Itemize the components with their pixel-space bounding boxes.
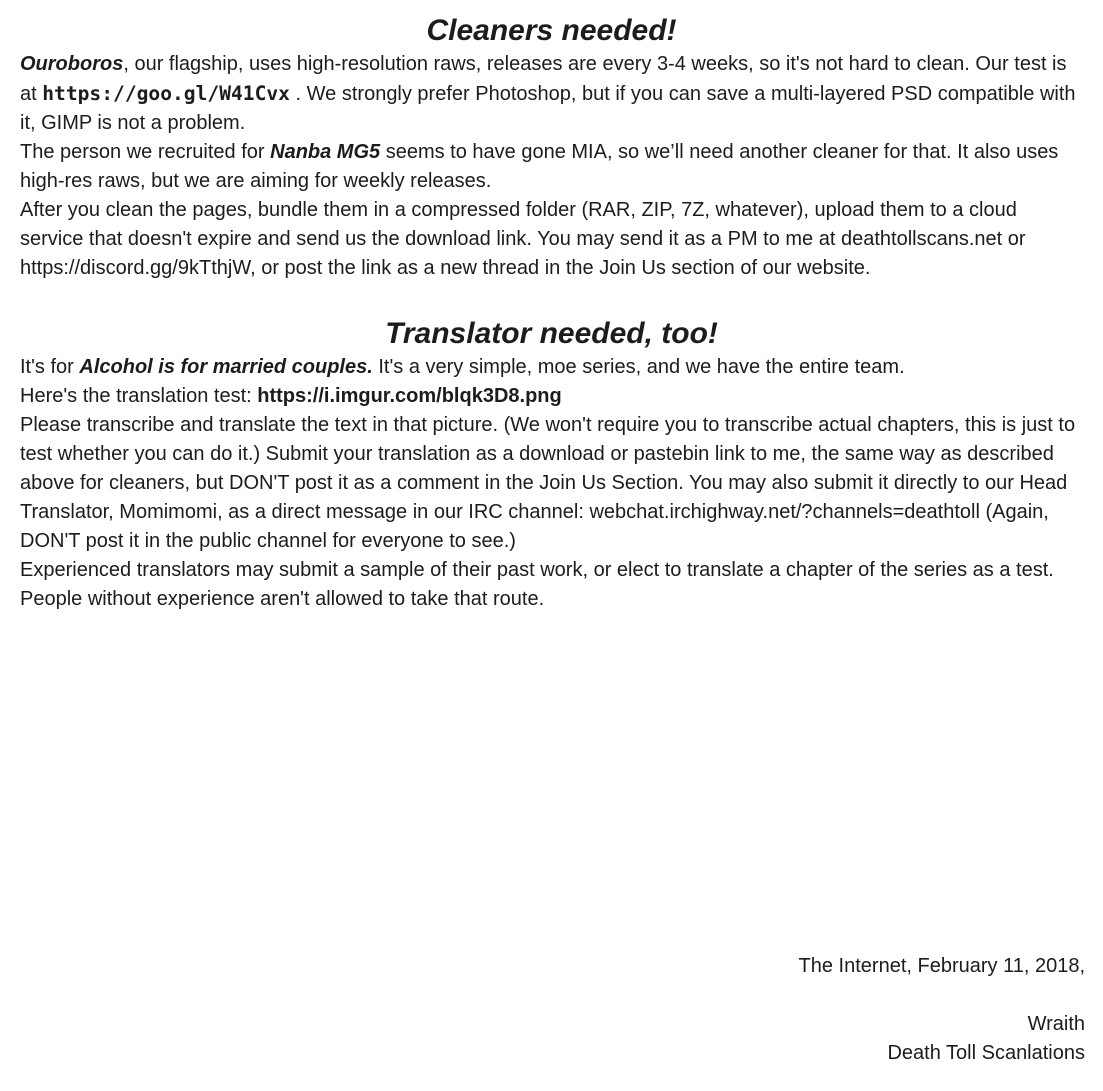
translation-test-url: https://i.imgur.com/blqk3D8.png <box>257 385 562 407</box>
para-translator-experienced: Experienced translators may submit a sample of their past work, or elect to translate a chapter of the series as a test. People without experience aren't allowed to take that route. <box>20 559 1054 610</box>
series-name-ouroboros: Ouroboros <box>20 53 124 75</box>
translator-needed-heading: Translator needed, too! <box>385 317 718 350</box>
translator-series-text-a: It's for <box>20 356 80 378</box>
signature-name: Wraith <box>1027 1013 1085 1035</box>
cleaners-needed-heading: Cleaners needed! <box>426 14 677 47</box>
para-translator-series <box>20 353 1083 382</box>
series-name-nanba-mg5: Nanba MG5 <box>270 141 381 163</box>
para-cleaners-intro <box>20 50 1083 138</box>
cleaner-mia-text-b: seems to have gone MIA, so we’ll need another cleaner for that. It also uses high-res raws, but we are aiming for weekly releases. <box>20 141 1059 192</box>
cleaners-intro-text-b: . We strongly prefer Photoshop, but if you can save a multi-layered PSD compatible with it, GIMP is not a problem. <box>20 83 1076 134</box>
cleaners-intro-text-a: , our flagship, uses high-resolution raws, releases are every 3-4 weeks, so it's not hard to clean. Our test is at <box>20 53 1067 105</box>
cleaner-test-url: https://goo.gl/W41Cvx <box>42 82 290 105</box>
para-cleaner-mia <box>20 138 1083 196</box>
signature-block <box>799 952 1085 1068</box>
signature-group: Death Toll Scanlations <box>887 1042 1085 1064</box>
para-translation-test <box>20 382 1083 411</box>
translator-series-text-b: It's a very simple, moe series, and we have the entire team. <box>372 356 905 378</box>
series-name-alcohol-married-couples: Alcohol is for married couples. <box>79 356 373 378</box>
cleaner-mia-text-a: The person we recruited for <box>20 141 271 163</box>
dateline: The Internet, February 11, 2018, <box>798 955 1085 977</box>
para-cleaner-submission: After you clean the pages, bundle them in a compressed folder (RAR, ZIP, 7Z, whatever), upload them to a cloud service that doesn't expire and send us the download link. You may send it as a PM to me at deathtollscans.net or https://discord.gg/9kTthjW, or post the link as a new thread in the Join Us section of our website. <box>20 199 1026 279</box>
para-translator-instructions: Please transcribe and translate the text in that picture. (We won't require you to transcribe actual chapters, this is just to test whether you can do it.) Submit your translation as a download or pastebin link to me, the same way as described above for cleaners, but DON'T post it as a comment in the Join Us Section. You may also submit it directly to our Head Translator, Momimomi, as a direct message in our IRC channel: webchat.irchighway.net/?channels=deathtoll (Again, DON'T post it in the public channel for everyone to see.) <box>20 414 1076 552</box>
translation-test-label: Here's the translation test: <box>20 385 258 407</box>
